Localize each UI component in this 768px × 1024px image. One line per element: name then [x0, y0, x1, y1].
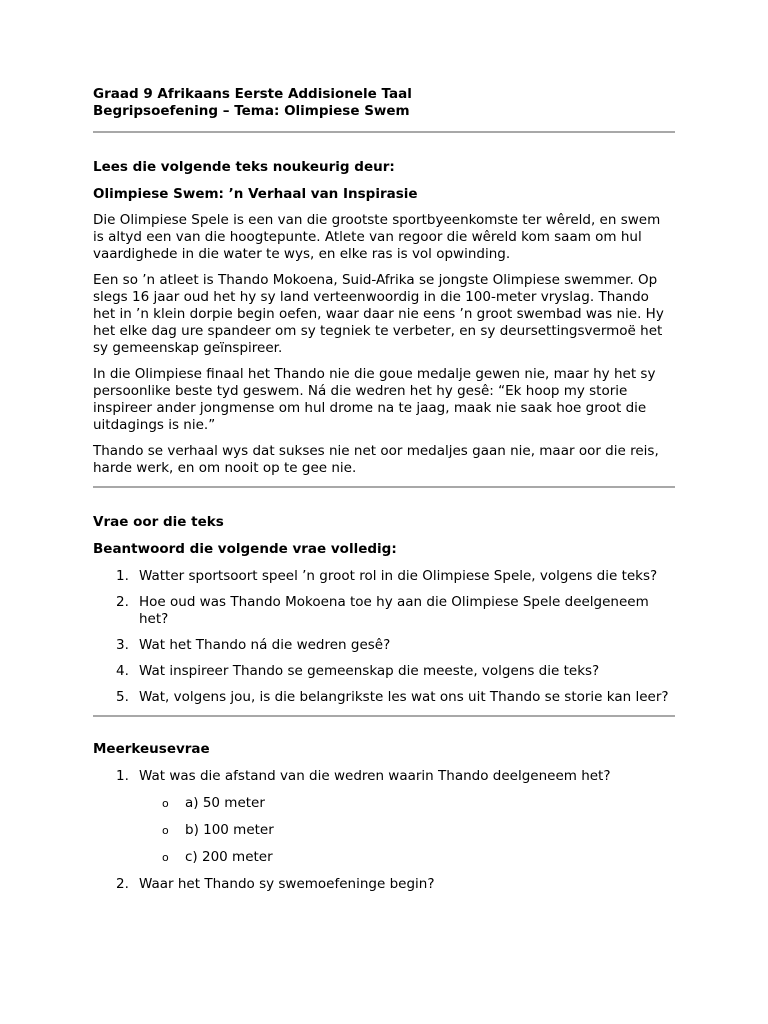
- divider: [93, 486, 675, 488]
- circle-bullet-icon: o: [162, 824, 169, 837]
- questions-list: [93, 568, 675, 706]
- question-item: [93, 637, 675, 654]
- document-header-line-2: Begripsoefening – Tema: Olimpiese Swem: [93, 103, 410, 119]
- mcq-heading: Meerkeusevrae: [93, 741, 210, 757]
- mcq-item: [93, 768, 675, 785]
- mcq-option: [93, 849, 675, 866]
- question-number: 5.: [116, 689, 129, 705]
- mcq-list: [93, 768, 675, 785]
- question-item: [93, 663, 675, 680]
- mcq-item: [93, 876, 675, 893]
- question-item: [93, 594, 675, 628]
- reading-title: Olimpiese Swem: ’n Verhaal van Inspirasie: [93, 186, 418, 202]
- mcq-options: [93, 795, 675, 866]
- questions-instruction: Beantwoord die volgende vrae volledig:: [93, 541, 397, 557]
- question-number: 3.: [116, 637, 129, 653]
- question-number: 1.: [116, 568, 129, 584]
- reading-paragraph: Thando se verhaal wys dat sukses nie net oor medaljes gaan nie, maar oor die reis, harde werk, en om nooit op te gee nie.: [93, 443, 659, 476]
- questions-heading: Vrae oor die teks: [93, 514, 224, 530]
- divider: [93, 131, 675, 133]
- reading-paragraph: In die Olimpiese finaal het Thando nie die goue medalje gewen nie, maar hy het sy persoonlike beste tyd geswem. Ná die wedren het hy gesê: “Ek hoop my storie inspireer ander jongmense om hul drome na te jaag, maak nie saak hoe groot die uitdagings is nie.”: [93, 366, 656, 433]
- question-item: [93, 689, 675, 706]
- mcq-option: [93, 822, 675, 839]
- document-header-line-1: Graad 9 Afrikaans Eerste Addisionele Taal: [93, 86, 412, 102]
- question-text: Watter sportsoort speel ’n groot rol in die Olimpiese Spele, volgens die teks?: [139, 568, 658, 584]
- mcq-option-text: c) 200 meter: [185, 849, 273, 865]
- mcq-option-text: b) 100 meter: [185, 822, 274, 838]
- mcq-number: 1.: [116, 768, 129, 784]
- mcq-option: [93, 795, 675, 812]
- reading-instruction: Lees die volgende teks noukeurig deur:: [93, 159, 395, 175]
- mcq-option-text: a) 50 meter: [185, 795, 265, 811]
- mcq-text: Wat was die afstand van die wedren waarin Thando deelgeneem het?: [139, 768, 611, 784]
- mcq-list: [93, 876, 675, 893]
- question-text: Wat inspireer Thando se gemeenskap die meeste, volgens die teks?: [139, 663, 600, 679]
- question-text: Wat, volgens jou, is die belangrikste les wat ons uit Thando se storie kan leer?: [139, 689, 669, 705]
- question-text: Wat het Thando ná die wedren gesê?: [139, 637, 391, 653]
- question-item: [93, 568, 675, 585]
- document-page: [93, 86, 675, 893]
- question-text: Hoe oud was Thando Mokoena toe hy aan die Olimpiese Spele deelgeneem het?: [139, 594, 649, 627]
- reading-paragraph: Een so ’n atleet is Thando Mokoena, Suid-Afrika se jongste Olimpiese swemmer. Op slegs 16 jaar oud het hy sy land verteenwoordig in die 100-meter vryslag. Thando het in ’n klein dorpie begin oefen, waar daar nie eens ’n groot swembad was nie. Hy het elke dag ure spandeer om sy tegniek te verbeter, en sy deursettingsvermoë het sy gemeenskap geïnspireer.: [93, 272, 664, 356]
- mcq-number: 2.: [116, 876, 129, 892]
- mcq-text: Waar het Thando sy swemoefeninge begin?: [139, 876, 435, 892]
- question-number: 4.: [116, 663, 129, 679]
- question-number: 2.: [116, 594, 129, 610]
- circle-bullet-icon: o: [162, 851, 169, 864]
- reading-paragraph: Die Olimpiese Spele is een van die grootste sportbyeenkomste ter wêreld, en swem is altyd een van die hoogtepunte. Atlete van regoor die wêreld kom saam om hul vaardighede in die water te wys, en elke ras is vol opwinding.: [93, 212, 661, 262]
- circle-bullet-icon: o: [162, 797, 169, 810]
- divider: [93, 715, 675, 717]
